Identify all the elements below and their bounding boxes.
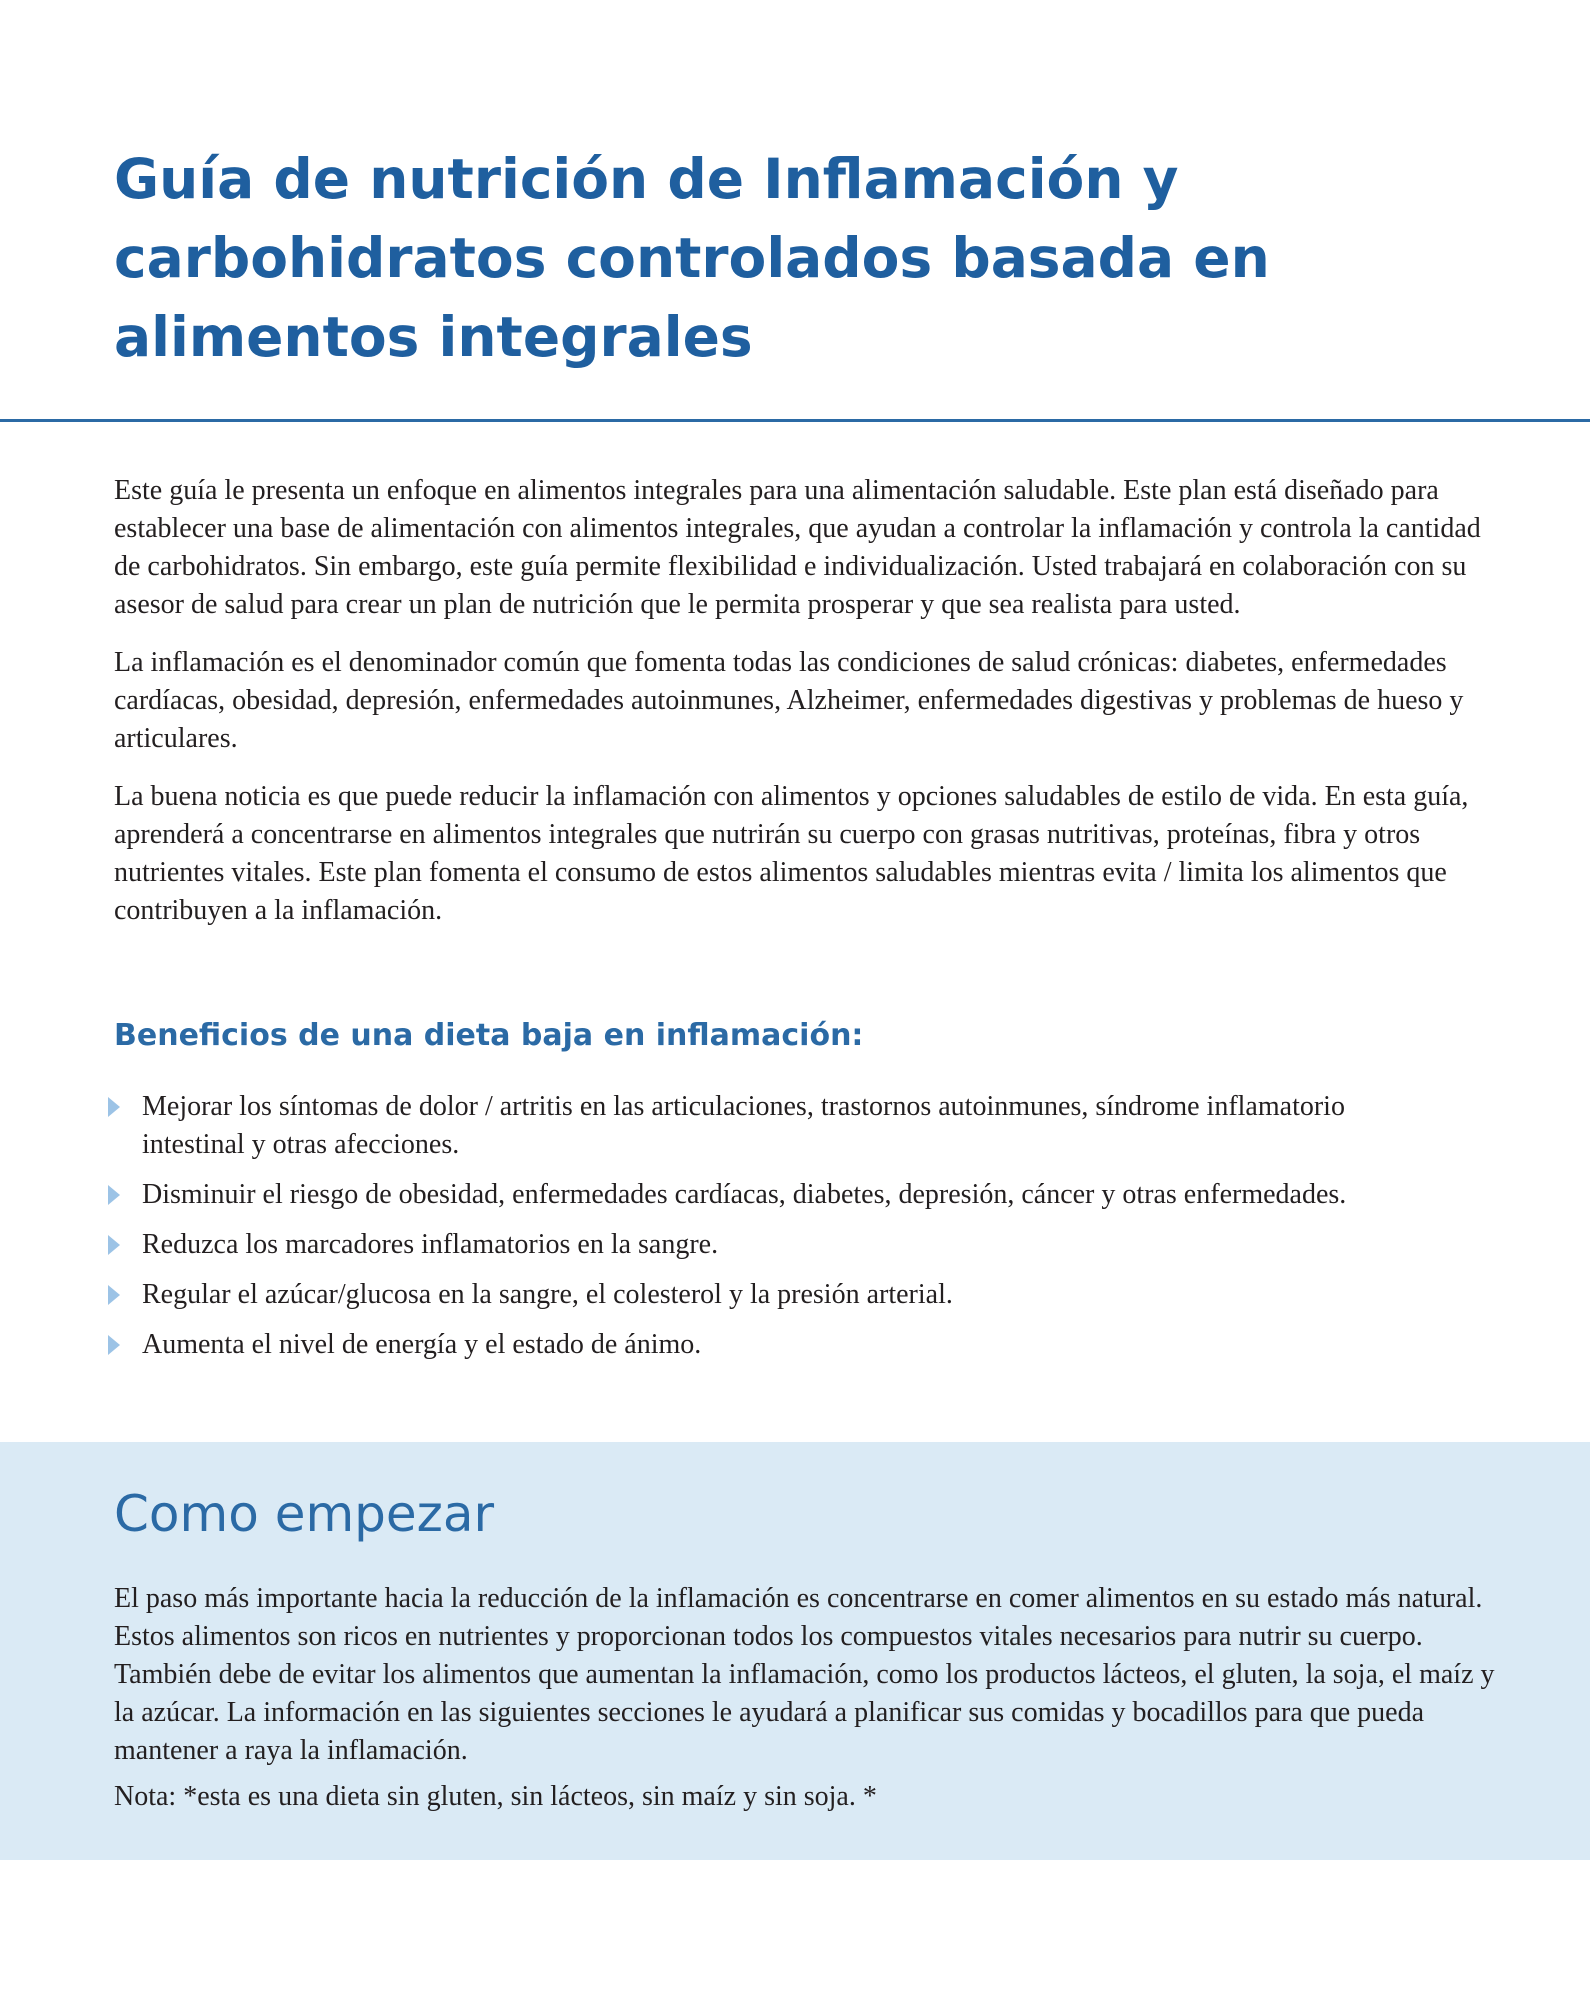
triangle-bullet-icon xyxy=(108,1185,120,1205)
page-title: Guía de nutrición de Inflamación y carbohidratos controlados basada en alimentos integrales xyxy=(114,147,1270,369)
list-item-text: Aumenta el nivel de energía y el estado de ánimo. xyxy=(142,1329,702,1360)
diet-note: Nota: *esta es una dieta sin gluten, sin lácteos, sin maíz y sin soja. * xyxy=(114,1781,877,1812)
how-to-start-heading: Como empezar xyxy=(114,1485,495,1543)
list-item-text: Mejorar los síntomas de dolor / artritis en las articulaciones, trastornos autoinmunes, síndrome inflamatorio intestinal y otras afecciones. xyxy=(142,1091,1345,1160)
triangle-bullet-icon xyxy=(108,1235,120,1255)
list-item xyxy=(106,1226,1406,1264)
how-to-start-paragraph: El paso más importante hacia la reducción de la inflamación es concentrarse en comer alimentos en su estado más natural. Estos alimentos son ricos en nutrientes y proporcionan todos los compuestos vitales necesarios para nutrir su cuerpo. También debe de evitar los alimentos que aumentan la inflamación, como los productos lácteos, el gluten, la soja, el maíz y la azúcar. La información en las siguientes secciones le ayudará a planificar sus comidas y bocadillos para que pueda mantener a raya la inflamación. xyxy=(114,1583,1495,1766)
list-item xyxy=(106,1326,1406,1364)
list-item-text: Disminuir el riesgo de obesidad, enfermedades cardíacas, diabetes, depresión, cáncer y otras enfermedades. xyxy=(142,1179,1347,1210)
list-item-text: Regular el azúcar/glucosa en la sangre, el colesterol y la presión arterial. xyxy=(142,1279,953,1310)
triangle-bullet-icon xyxy=(108,1097,120,1117)
benefits-list xyxy=(106,1088,1406,1376)
triangle-bullet-icon xyxy=(108,1335,120,1355)
how-to-start-section xyxy=(0,1442,1590,1860)
triangle-bullet-icon xyxy=(108,1285,120,1305)
how-to-start-body xyxy=(114,1580,1514,1824)
list-item xyxy=(106,1088,1406,1164)
intro-paragraph-1: Este guía le presenta un enfoque en alimentos integrales para una alimentación saludable. Este plan está diseñado para establecer una base de alimentación con alimentos integrales, que ayudan a controlar la inflamación y controla la cantidad de carbohidratos. Sin embargo, este guía permite flexibilidad e individualización. Usted trabajará en colaboración con su asesor de salud para crear un plan de nutrición que le permita prosperar y que sea realista para usted. xyxy=(114,475,1481,620)
benefits-heading: Beneficios de una dieta baja en inflamación: xyxy=(114,1018,864,1053)
list-item xyxy=(106,1176,1406,1214)
list-item xyxy=(106,1276,1406,1314)
list-item-text: Reduzca los marcadores inflamatorios en la sangre. xyxy=(142,1229,719,1260)
intro-section xyxy=(114,472,1494,950)
intro-paragraph-2: La inflamación es el denominador común que fomenta todas las condiciones de salud crónicas: diabetes, enfermedades cardíacas, obesidad, depresión, enfermedades autoinmunes, Alzheimer, enfermedades digestivas y problemas de hueso y articulares. xyxy=(114,647,1464,754)
title-divider xyxy=(0,419,1590,422)
intro-paragraph-3: La buena noticia es que puede reducir la inflamación con alimentos y opciones saludables de estilo de vida. En esta guía, aprenderá a concentrarse en alimentos integrales que nutrirán su cuerpo con grasas nutritivas, proteínas, fibra y otros nutrientes vitales. Este plan fomenta el consumo de estos alimentos saludables mientras evita / limita los alimentos que contribuyen a la inflamación. xyxy=(114,781,1469,926)
